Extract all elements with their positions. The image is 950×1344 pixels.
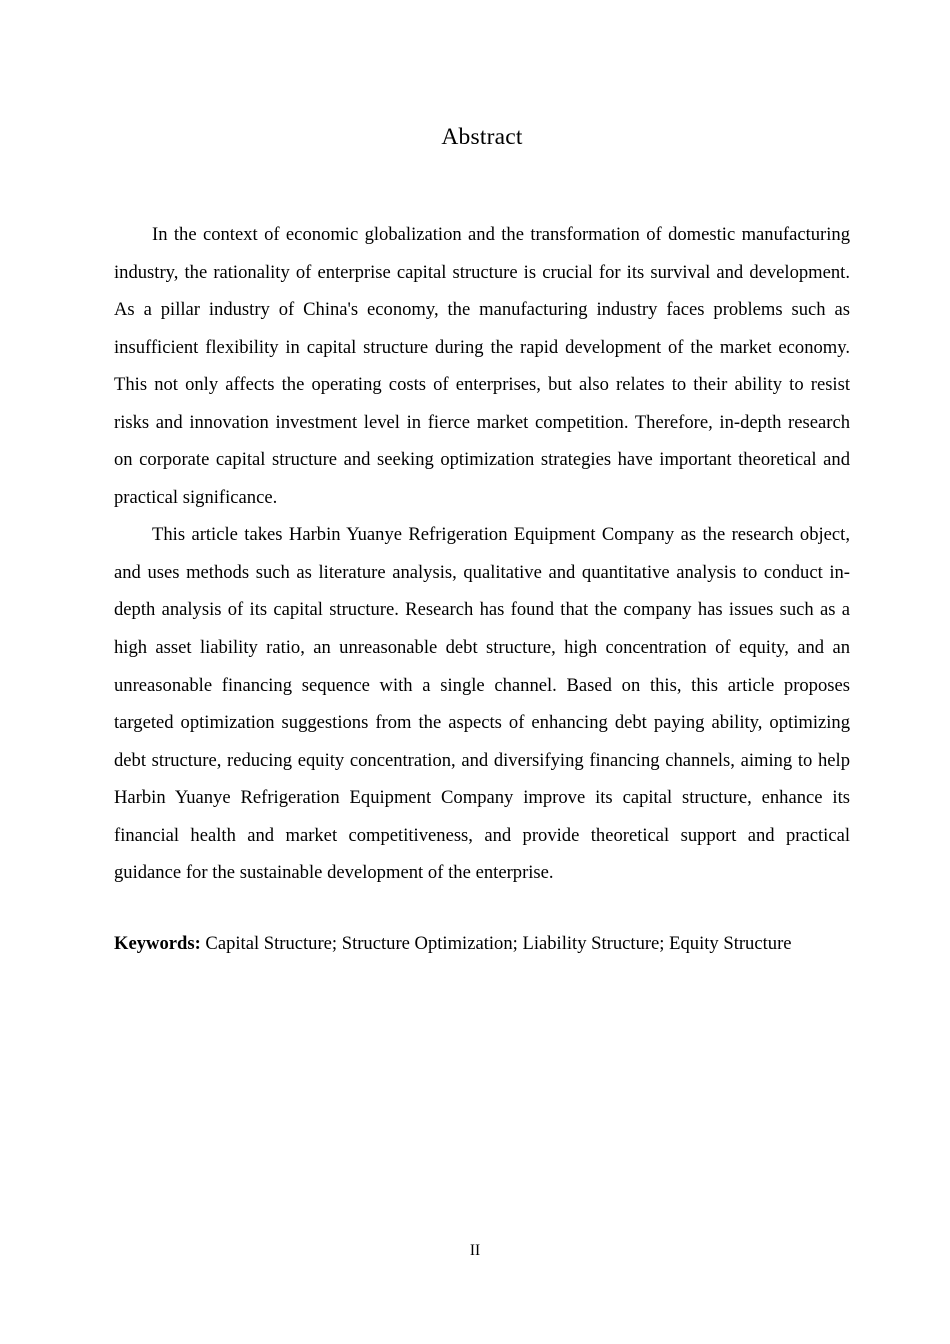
keywords-value: Capital Structure; Structure Optimization; Liability Structure; Equity Structure xyxy=(200,933,792,954)
page-title: Abstract xyxy=(441,124,523,150)
keywords-line xyxy=(114,925,850,963)
keywords-label: Keywords: xyxy=(114,933,201,954)
abstract-paragraph-1: In the context of economic globalization and the transformation of domestic manufacturing industry, the rationality of enterprise capital structure is crucial for its survival and development. As a pillar industry of China's economy, the manufacturing industry faces problems such as insufficient flexibility in capital structure during the rapid development of the market economy. This not only affects the operating costs of enterprises, but also relates to their ability to resist risks and innovation investment level in fierce market competition. Therefore, in-depth research on corporate capital structure and seeking optimization strategies have important theoretical and practical significance. xyxy=(114,224,850,508)
abstract-body xyxy=(114,216,850,892)
abstract-paragraph-2: This article takes Harbin Yuanye Refrigeration Equipment Company as the research object, and uses methods such as literature analysis, qualitative and quantitative analysis to conduct in-depth analysis of its capital structure. Research has found that the company has issues such as a high asset liability ratio, an unreasonable debt structure, high concentration of equity, and an unreasonable financing sequence with a single channel. Based on this, this article proposes targeted optimization suggestions from the aspects of enhancing debt paying ability, optimizing debt structure, reducing equity concentration, and diversifying financing channels, aiming to help Harbin Yuanye Refrigeration Equipment Company improve its capital structure, enhance its financial health and market competitiveness, and provide theoretical support and practical guidance for the sustainable development of the enterprise. xyxy=(114,524,850,884)
page-number: II xyxy=(469,1242,481,1259)
